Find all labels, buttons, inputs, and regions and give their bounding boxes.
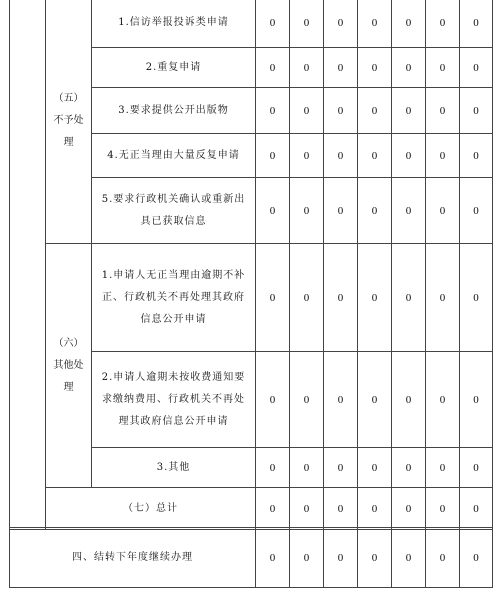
value-cell: 0 bbox=[460, 88, 493, 134]
value-cell: 0 bbox=[324, 488, 358, 530]
value-cell: 0 bbox=[358, 488, 392, 530]
row-label: 3.其他 bbox=[92, 448, 256, 488]
value-cell: 0 bbox=[358, 528, 392, 588]
value-cell: 0 bbox=[426, 244, 460, 352]
value-cell: 0 bbox=[256, 0, 290, 48]
value-cell: 0 bbox=[426, 88, 460, 134]
value-cell: 0 bbox=[392, 134, 426, 178]
table-row bbox=[10, 244, 493, 352]
row-label: 4.无正当理由大量反复申请 bbox=[92, 134, 256, 178]
carryover-table bbox=[9, 527, 493, 588]
value-cell: 0 bbox=[426, 488, 460, 530]
row-label: 3.要求提供公开出版物 bbox=[92, 88, 256, 134]
value-cell: 0 bbox=[392, 528, 426, 588]
carryover-label: 四、结转下年度继续办理 bbox=[10, 528, 256, 588]
group-six-label: （六） 其他处 理 bbox=[46, 244, 92, 488]
value-cell: 0 bbox=[256, 178, 290, 244]
row-label: 1.信访举报投诉类申请 bbox=[92, 0, 256, 48]
value-cell: 0 bbox=[324, 244, 358, 352]
value-cell: 0 bbox=[256, 88, 290, 134]
row-label: 2.重复申请 bbox=[92, 48, 256, 88]
value-cell: 0 bbox=[358, 352, 392, 448]
value-cell: 0 bbox=[460, 134, 493, 178]
table-row bbox=[10, 528, 493, 588]
value-cell: 0 bbox=[324, 0, 358, 48]
value-cell: 0 bbox=[460, 352, 493, 448]
value-cell: 0 bbox=[290, 88, 324, 134]
value-cell: 0 bbox=[460, 244, 493, 352]
row-label: 2.申请人逾期未按收费通知要 求缴纳费用、行政机关不再处 理其政府信息公开申请 bbox=[92, 352, 256, 448]
value-cell: 0 bbox=[392, 448, 426, 488]
value-cell: 0 bbox=[426, 528, 460, 588]
value-cell: 0 bbox=[426, 178, 460, 244]
value-cell: 0 bbox=[256, 244, 290, 352]
value-cell: 0 bbox=[358, 48, 392, 88]
value-cell: 0 bbox=[324, 352, 358, 448]
value-cell: 0 bbox=[392, 178, 426, 244]
value-cell: 0 bbox=[324, 448, 358, 488]
table-row bbox=[10, 488, 493, 530]
value-cell: 0 bbox=[256, 48, 290, 88]
value-cell: 0 bbox=[290, 352, 324, 448]
value-cell: 0 bbox=[460, 448, 493, 488]
value-cell: 0 bbox=[256, 448, 290, 488]
value-cell: 0 bbox=[392, 244, 426, 352]
value-cell: 0 bbox=[256, 134, 290, 178]
value-cell: 0 bbox=[460, 528, 493, 588]
value-cell: 0 bbox=[324, 178, 358, 244]
total-label: （七）总计 bbox=[46, 488, 256, 530]
value-cell: 0 bbox=[290, 0, 324, 48]
value-cell: 0 bbox=[426, 48, 460, 88]
value-cell: 0 bbox=[358, 0, 392, 48]
value-cell: 0 bbox=[426, 0, 460, 48]
value-cell: 0 bbox=[358, 448, 392, 488]
value-cell: 0 bbox=[358, 178, 392, 244]
value-cell: 0 bbox=[426, 134, 460, 178]
table-row bbox=[10, 0, 493, 48]
value-cell: 0 bbox=[392, 0, 426, 48]
value-cell: 0 bbox=[426, 352, 460, 448]
value-cell: 0 bbox=[290, 488, 324, 530]
value-cell: 0 bbox=[358, 134, 392, 178]
value-cell: 0 bbox=[392, 48, 426, 88]
value-cell: 0 bbox=[324, 48, 358, 88]
blank-cell bbox=[10, 0, 46, 530]
value-cell: 0 bbox=[290, 134, 324, 178]
value-cell: 0 bbox=[358, 244, 392, 352]
row-label: 1.申请人无正当理由逾期不补 正、行政机关不再处理其政府 信息公开申请 bbox=[92, 244, 256, 352]
value-cell: 0 bbox=[358, 88, 392, 134]
group-five-label: （五） 不予处 理 bbox=[46, 0, 92, 244]
value-cell: 0 bbox=[460, 48, 493, 88]
row-label: 5.要求行政机关确认或重新出 具已获取信息 bbox=[92, 178, 256, 244]
statistics-table bbox=[9, 0, 493, 530]
value-cell: 0 bbox=[460, 178, 493, 244]
value-cell: 0 bbox=[290, 448, 324, 488]
value-cell: 0 bbox=[290, 528, 324, 588]
value-cell: 0 bbox=[256, 488, 290, 530]
value-cell: 0 bbox=[256, 352, 290, 448]
value-cell: 0 bbox=[290, 244, 324, 352]
value-cell: 0 bbox=[324, 528, 358, 588]
value-cell: 0 bbox=[324, 88, 358, 134]
value-cell: 0 bbox=[460, 0, 493, 48]
value-cell: 0 bbox=[426, 448, 460, 488]
value-cell: 0 bbox=[392, 488, 426, 530]
value-cell: 0 bbox=[256, 528, 290, 588]
value-cell: 0 bbox=[392, 88, 426, 134]
value-cell: 0 bbox=[324, 134, 358, 178]
value-cell: 0 bbox=[290, 48, 324, 88]
value-cell: 0 bbox=[290, 178, 324, 244]
value-cell: 0 bbox=[460, 488, 493, 530]
value-cell: 0 bbox=[392, 352, 426, 448]
